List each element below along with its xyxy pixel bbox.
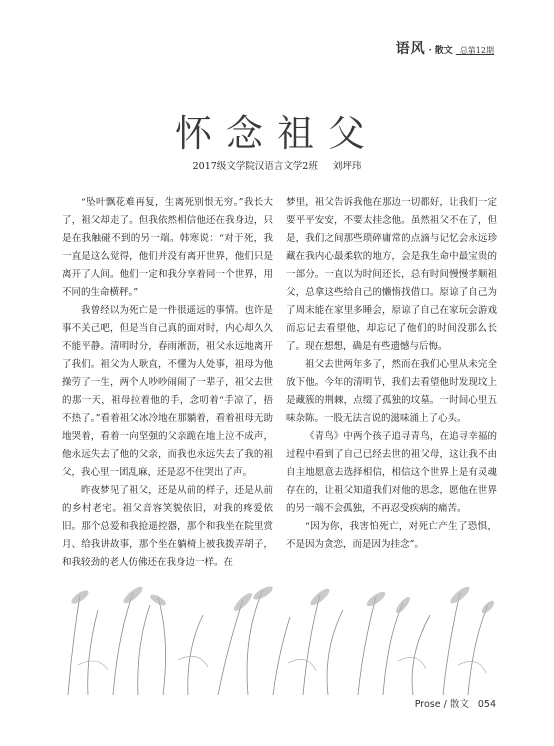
left-column	[62, 194, 273, 572]
author-class: 2017级文学院汉语言文学2班	[192, 161, 318, 172]
paragraph: 祖父去世两年多了，然而在我们心里从未完全放下他。今年的清明节，我们去看望他时发现坟上是藏簇的荆棘，点缀了孤独的坟墓。一时间心里五味杂陈。一股无法言说的滋味涌上了心头。	[286, 359, 497, 424]
magazine-brand: 语风	[395, 41, 426, 57]
paragraph: “坠叶飘花难再复，生离死别恨无穷。”我长大了，祖父却走了。但我依然相信他还在我身边，只是在我触碰不到的另一端。韩寒说：“对于死，我一直是这么觉得，他们并没有离开世界，他们只是离开了人间。他们一定和我分享着同一个世界，用不同的生命横秤。”	[62, 197, 273, 298]
paragraph: “因为你，我害怕死亡，对死亡产生了恐惧，不是因为贪恋，而是因为挂念”。	[286, 521, 497, 550]
page-footer	[415, 696, 496, 710]
paragraph: 《青鸟》中两个孩子追寻青鸟，在追寻幸福的过程中看到了自己已经去世的祖父母，这让我不由自主地愿意去选择相信，相信这个世界上是有灵魂存在的，让祖父知道我们对他的思念，愿他在世界的另一端不会孤独，不再忍受疾病的痛苦。	[286, 431, 497, 514]
section-label: 散文	[434, 46, 453, 56]
page-number: 054	[477, 699, 496, 710]
magazine-header: 语风 · 散文 _总第12期	[396, 38, 494, 58]
issue-label: _总第12期	[455, 46, 494, 55]
right-column	[286, 194, 497, 554]
paragraph: 我曾经以为死亡是一件很遥远的事情。也许是事不关己吧，但是当自己真的面对时，内心却久久不能平静。清明时分，春雨淅沥，祖父永远地离开了我们。祖父为人耿直，不懂为人处事，祖母为他操劳了一生，两个人吵吵闹闹了一辈子，祖父去世的那一天，祖母拉着他的手，念叨着“手凉了，捂不热了。”看着祖父冰冷地在那躺着，看着祖母无助地哭着，看着一向坚强的父亲跪在地上泣不成声，他永远失去了他的父亲，而我也永远失去了我的祖父，我心里一团乱麻，还是忍不住哭出了声。	[62, 305, 273, 478]
author-name: 刘坪玮	[332, 161, 362, 172]
paragraph: 梦里，祖父告诉我他在那边一切都好，让我们一定要平平安安，不要太挂念他。虽然祖父不在了，但是，我们之间那些琐碎庸常的点滴与记忆会永远珍藏在我内心最柔软的地方，会是我生命中最宝贵的一部分。一直以为时间还长，总有时间慢慢孝顺祖父，总拿这些给自己的懒惰找借口。原谅了自己为了周末能在家里多睡会，原谅了自己在家玩会游戏而忘记去看望他，却忘记了他们的时间没那么长了。现在想想，确是有些遗憾与后悔。	[286, 197, 497, 352]
footer-section: Prose / 散文	[414, 699, 469, 710]
reed-illustration	[58, 575, 496, 695]
article-title: 怀念祖父	[175, 112, 379, 155]
paragraph: 昨夜梦见了祖父，还是从前的样子，还是从前的乡村老宅。祖父音容笑貌依旧，对我的疼爱依旧。那个总爱和我抢遥控器，那个和我坐在院里赏月、给我讲故事，那个坐在躺椅上被我拨弄胡子，和我较劲的老人仿佛还在我身边一样。在	[62, 485, 273, 568]
byline	[0, 158, 554, 172]
